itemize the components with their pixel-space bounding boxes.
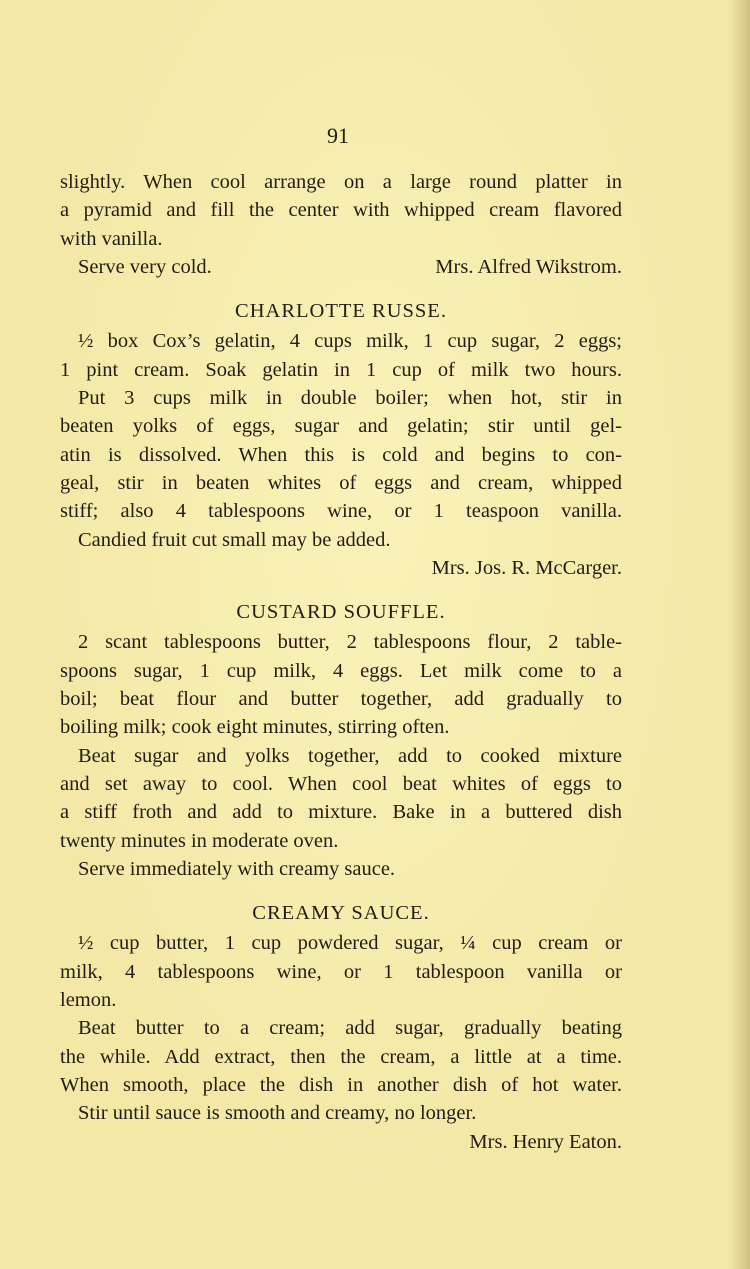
recipe-text [60, 168, 622, 1156]
text-line: stiff; also 4 tablespoons wine, or 1 teaspoon vanilla. [60, 500, 622, 523]
text-line: with vanilla. [60, 227, 163, 250]
text-line: twenty minutes in moderate oven. [60, 829, 339, 852]
serve-instruction: Serve very cold. [78, 255, 212, 278]
text-line: ½ cup butter, 1 cup powdered sugar, ¼ cup cream or [78, 932, 622, 955]
text-line: milk, 4 tablespoons wine, or 1 tablespoon vanilla or [60, 960, 622, 983]
text-line: boil; beat flour and butter together, add gradually to [60, 688, 622, 711]
text-line: beaten yolks of eggs, sugar and gelatin; stir until gel- [60, 415, 622, 438]
text-line: spoons sugar, 1 cup milk, 4 eggs. Let milk come to a [60, 659, 622, 682]
text-line: a pyramid and fill the center with whipped cream flavored [60, 199, 622, 222]
text-line: Candied fruit cut small may be added. [78, 528, 391, 551]
text-line: Put 3 cups milk in double boiler; when hot, stir in [78, 387, 622, 410]
text-line: the while. Add extract, then the cream, a little at a time. [60, 1045, 622, 1068]
recipe-title-creamy-sauce: CREAMY SAUCE. [252, 902, 430, 925]
text-line: geal, stir in beaten whites of eggs and cream, whipped [60, 471, 622, 494]
page-edge-shadow [732, 0, 750, 1269]
text-line: boiling milk; cook eight minutes, stirring often. [60, 716, 450, 739]
text-line: Beat sugar and yolks together, add to cooked mixture [78, 744, 622, 767]
text-line: Serve immediately with creamy sauce. [78, 857, 396, 880]
recipe-title-custard-souffle: CUSTARD SOUFFLE. [236, 601, 446, 624]
text-line: 1 pint cream. Soak gelatin in 1 cup of milk two hours. [60, 358, 622, 381]
recipe-signature: Mrs. Jos. R. McCarger. [431, 556, 622, 579]
serve-signature-row [60, 253, 622, 281]
page-number: 91 [327, 123, 349, 148]
recipe-signature: Mrs. Henry Eaton. [469, 1130, 622, 1153]
text-line: a stiff froth and add to mixture. Bake in a buttered dish [60, 801, 622, 824]
text-line: Stir until sauce is smooth and creamy, no longer. [78, 1102, 477, 1125]
text-line: and set away to cool. When cool beat whites of eggs to [60, 772, 622, 795]
recipe-signature: Mrs. Alfred Wikstrom. [435, 255, 622, 278]
text-line: ½ box Cox’s gelatin, 4 cups milk, 1 cup sugar, 2 eggs; [78, 330, 622, 353]
text-line: lemon. [60, 989, 117, 1012]
text-line: atin is dissolved. When this is cold and begins to con- [60, 443, 622, 466]
text-line: slightly. When cool arrange on a large round platter in [60, 171, 622, 193]
text-line: When smooth, place the dish in another dish of hot water. [60, 1073, 622, 1096]
text-line: Beat butter to a cream; add sugar, gradually beating [78, 1017, 622, 1040]
text-line: 2 scant tablespoons butter, 2 tablespoons flour, 2 table- [78, 631, 622, 654]
recipe-title-charlotte-russe: CHARLOTTE RUSSE. [235, 300, 447, 323]
